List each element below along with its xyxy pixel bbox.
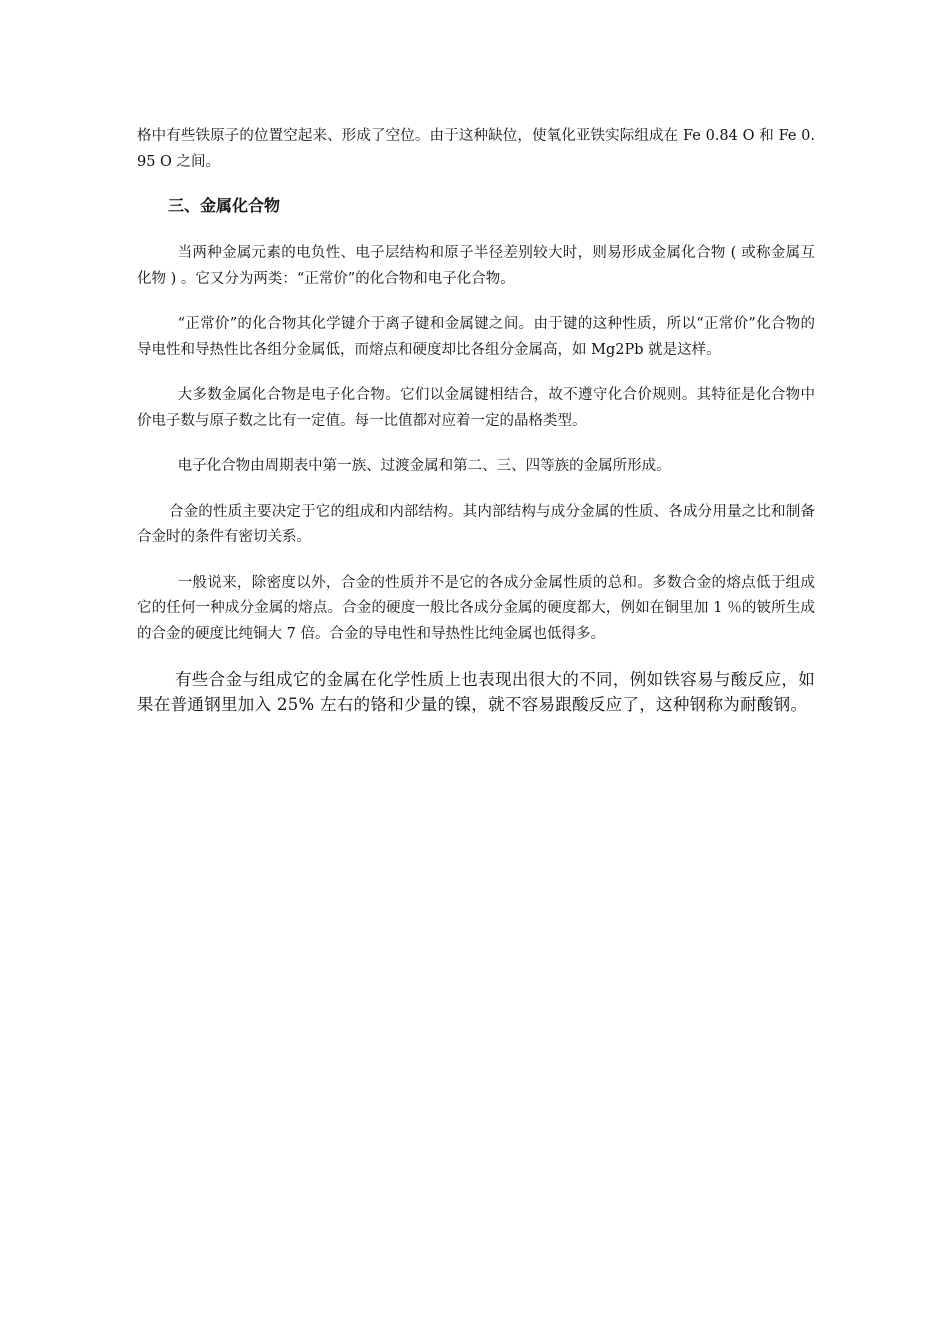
paragraph-intro: 格中有些铁原子的位置空起来、形成了空位。由于这种缺位，使氧化亚铁实际组成在 Fe 0.84 O 和 Fe 0.95 O 之间。 — [137, 128, 815, 170]
paragraph-normal-valence: “正常价”的化合物其化学键介于离子键和金属键之间。由于键的这种性质，所以“正常价”化合物的导电性和导热性比各组分金属低，而熔点和硬度却比各组分金属高，如 Mg2Pb 就是这样。 — [137, 316, 815, 358]
paragraph-electron-compounds: 大多数金属化合物是电子化合物。它们以金属键相结合，故不遵守化合价规则。其特征是化合物中价电子数与原子数之比有一定值。每一比值都对应着一定的晶格类型。 — [137, 387, 815, 429]
paragraph-acid-resistant-steel: 有些合金与组成它的金属在化学性质上也表现出很大的不同，例如铁容易与酸反应，如果在普通钢里加入 25% 左右的铬和少量的镍，就不容易跟酸反应了，这种钢称为耐酸钢。 — [137, 670, 815, 714]
document-body — [137, 124, 815, 717]
paragraph-metal-compounds: 当两种金属元素的电负性、电子层结构和原子半径差别较大时，则易形成金属化合物 ( 或称金属互化物 ) 。它又分为两类：“正常价”的化合物和电子化合物。 — [137, 245, 815, 287]
section-heading: 三、金属化合物 — [168, 196, 281, 215]
paragraph-alloy-structure: 合金的性质主要决定于它的组成和内部结构。其内部结构与成分金属的性质、各成分用量之比和制备合金时的条件有密切关系。 — [137, 503, 815, 545]
paragraph-alloy-properties: 一般说来，除密度以外，合金的性质并不是它的各成分金属性质的总和。多数合金的熔点低于组成它的任何一种成分金属的熔点。合金的硬度一般比各成分金属的硬度都大，例如在铜里加 1 ％的铍所生成的合金的硬度比纯铜大 7 倍。合金的导电性和导热性比纯金属也低得多。 — [137, 574, 815, 642]
paragraph-periodic-groups: 电子化合物由周期表中第一族、过渡金属和第二、三、四等族的金属所形成。 — [177, 458, 671, 474]
